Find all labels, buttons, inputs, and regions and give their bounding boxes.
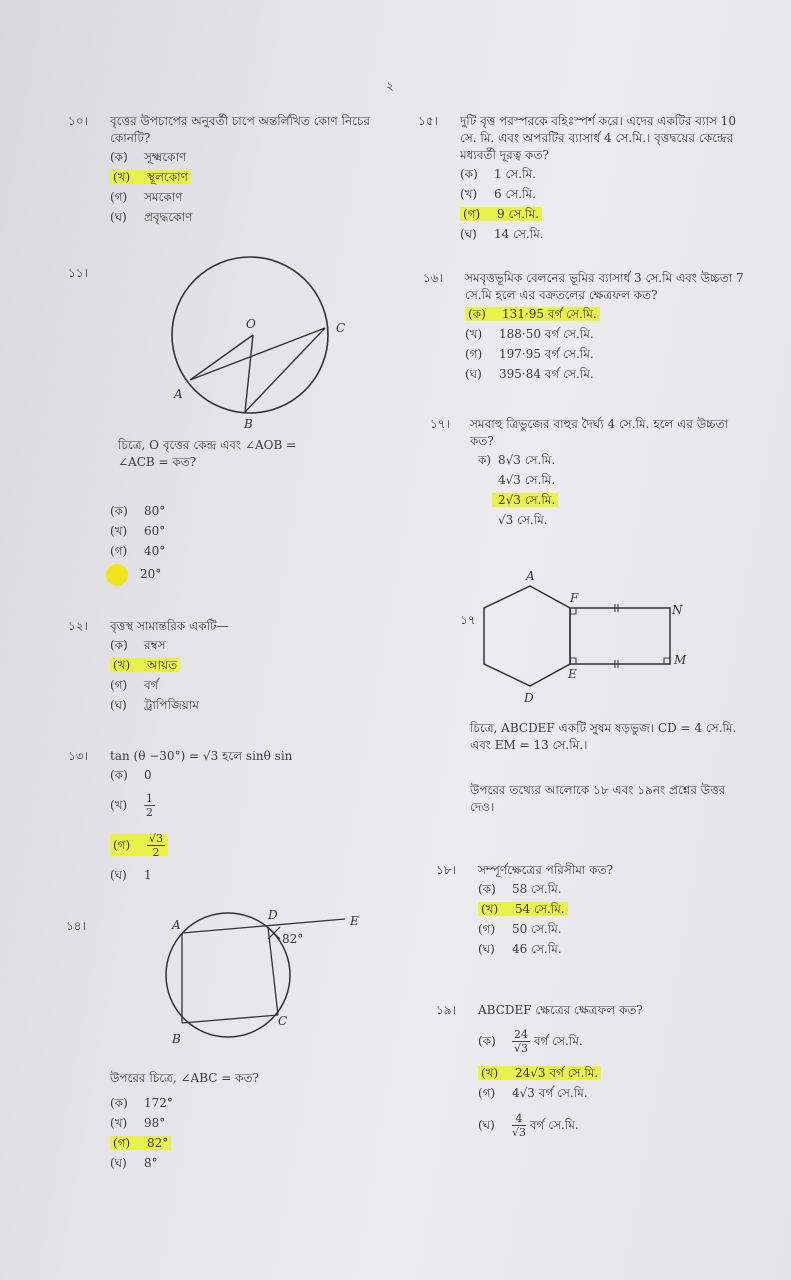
question-number: ১৬। — [423, 271, 443, 285]
question-text-2: ∠ACB = কত? — [118, 455, 197, 469]
option[interactable]: (ঘ) 14 সে.মি. — [460, 227, 544, 241]
option[interactable]: (ক) 1 সে.মি. — [460, 167, 536, 181]
label-E: E — [568, 667, 577, 681]
circle-figure-q11 — [160, 250, 360, 430]
option[interactable]: ক) 8√3 সে.মি. — [478, 453, 556, 467]
question-19 — [436, 1002, 643, 1147]
option-correct[interactable]: 2√3 সে.মি. — [478, 490, 740, 510]
label-A: A — [174, 387, 183, 401]
question-text: ABCDEF ক্ষেত্রের ক্ষেত্রফল কত? — [478, 1003, 643, 1017]
label-A: A — [172, 918, 181, 932]
option[interactable]: (ঘ) 1 — [110, 868, 152, 882]
label-D: D — [268, 908, 278, 922]
label-A: A — [526, 569, 535, 583]
question-17 — [430, 416, 740, 530]
question-number: ১১। — [68, 266, 88, 280]
circle-figure-q14 — [160, 905, 370, 1045]
question-text: উপরের চিত্রে, ∠ABC = কত? — [110, 1071, 259, 1085]
label-B: B — [172, 1032, 181, 1045]
option-correct[interactable]: 20° — [106, 561, 338, 587]
option[interactable]: (ঘ) ট্রাপিজিয়াম — [110, 698, 199, 712]
option[interactable]: (খ) 6 সে.মি. — [460, 187, 536, 201]
option-correct[interactable]: (ক) 131·95 বর্গ সে.মি. — [465, 304, 750, 324]
question-text: বৃত্তের উপচাপের অনুবর্তী চাপে অন্তর্লিখিত কোণ নিচের কোনটি? — [110, 114, 371, 145]
question-text: চিত্রে, O বৃত্তের কেন্দ্র এবং ∠AOB = — [118, 438, 297, 452]
question-text: সমবাহু ত্রিভুজের বাহুর দৈর্ঘ্য 4 সে.মি. হলে এর উচ্চতা কত? — [470, 417, 729, 448]
label-C: C — [336, 321, 346, 335]
label-C: C — [278, 1014, 288, 1028]
question-11 — [110, 437, 338, 587]
option[interactable]: (ক) 80° — [110, 504, 166, 518]
option[interactable]: (খ) 98° — [110, 1116, 166, 1130]
label-E: E — [350, 914, 359, 928]
question-15 — [418, 113, 750, 244]
page-number: ২ — [386, 79, 394, 93]
fraction: $\frac{24}{√3}$ — [513, 1028, 528, 1055]
hexagon-figure — [470, 568, 720, 708]
option[interactable]: (গ) 50 সে.মি. — [478, 922, 562, 936]
question-number: ১২। — [68, 619, 88, 633]
question-number: ১৫। — [418, 114, 438, 128]
question-12 — [68, 618, 229, 715]
option-correct[interactable]: (খ) 24√3 বর্গ সে.মি. — [478, 1063, 643, 1083]
option[interactable]: (ঘ) 395·84 বর্গ সে.মি. — [465, 367, 594, 381]
question-number: ১৪। — [66, 919, 86, 933]
label-F: F — [570, 591, 579, 605]
question-text: সম্পূর্ণক্ষেত্রের পরিসীমা কত? — [478, 863, 614, 877]
label-D: D — [524, 691, 534, 705]
option[interactable]: (খ) 60° — [110, 524, 166, 538]
option[interactable]: (ক) সূক্ষ্মকোণ — [110, 150, 187, 164]
option[interactable]: √3 সে.মি. — [498, 513, 548, 527]
stem-instruction: উপরের তথ্যের আলোকে ১৮ এবং ১৯নং প্রশ্নের উত্তর দেও। — [470, 783, 726, 814]
option-correct[interactable]: (গ) 9 সে.মি. — [460, 204, 750, 224]
question-number: ১০। — [68, 114, 88, 128]
option[interactable]: (গ) সমকোণ — [110, 190, 183, 204]
option[interactable]: (গ) 4√3 বর্গ সে.মি. — [478, 1086, 588, 1100]
highlight-dot — [106, 564, 128, 586]
option[interactable]: (গ) 197·95 বর্গ সে.মি. — [465, 347, 594, 361]
stem-description: চিত্রে, ABCDEF একটি সুষম ষড়ভুজ। CD = 4 সে.মি. এবং EM = 13 সে.মি.। — [470, 721, 737, 752]
question-number: ১৭। — [430, 417, 450, 431]
stem-text — [470, 720, 745, 816]
question-14 — [110, 1070, 259, 1173]
option[interactable]: (ক) $\frac{24}{√3}$ বর্গ সে.মি. — [478, 1028, 583, 1055]
option-correct[interactable]: (খ) স্থূলকোণ — [110, 167, 380, 187]
option[interactable]: (ক) 58 সে.মি. — [478, 882, 562, 896]
option[interactable]: (ঘ) প্রবৃদ্ধকোণ — [110, 210, 193, 224]
question-text: tan (θ −30°) = √3 হলে sinθ sin — [110, 749, 293, 763]
question-number: ১৯। — [436, 1003, 456, 1017]
option-correct[interactable]: (খ) আয়ত — [110, 655, 229, 675]
option[interactable]: (ঘ) $\frac{4}{√3}$ বর্গ সে.মি. — [478, 1112, 579, 1139]
angle-label: 82° — [282, 932, 304, 946]
question-text: দুটি বৃত্ত পরস্পরকে বহিঃস্পর্শ করে। এদের একটির ব্যাস 10 সে. মি. এবং অপরটির ব্যাসার্ধ 4 সে.মি.। বৃত্তদ্বয়ের কেন্দ্রের মধ্যবর্তী দূরত্ব কত? — [460, 114, 736, 162]
question-text: বৃত্তস্থ সামান্তরিক একটি— — [110, 619, 229, 633]
option-correct[interactable]: (গ) $\frac{√3}{2}$ — [110, 825, 292, 865]
option[interactable]: (গ) 40° — [110, 544, 166, 558]
stem-number: ১৭ — [460, 613, 476, 627]
option[interactable]: (ক) রম্বস — [110, 638, 166, 652]
fraction: $\frac{1}{2}$ — [146, 792, 153, 819]
label-O: O — [246, 317, 256, 331]
option[interactable]: (খ) $\frac{1}{2}$ — [110, 792, 153, 819]
label-B: B — [244, 417, 253, 430]
question-18 — [436, 862, 614, 959]
label-M: M — [674, 653, 687, 667]
option-correct[interactable]: (খ) 54 সে.মি. — [478, 899, 613, 919]
question-number: ১৮। — [436, 863, 456, 877]
option-correct[interactable]: (গ) 82° — [110, 1133, 259, 1153]
option[interactable]: (ক) 172° — [110, 1096, 173, 1110]
label-N: N — [672, 603, 683, 617]
question-13 — [68, 748, 293, 885]
option[interactable]: 4√3 সে.মি. — [498, 473, 556, 487]
question-10 — [68, 113, 380, 227]
question-number: ১৩। — [68, 749, 88, 763]
option[interactable]: (ক) 0 — [110, 768, 152, 782]
question-text: সমবৃত্তভূমিক বেলনের ভূমির ব্যাসার্ধ 3 সে.মি এবং উচ্চতা 7 সে.মি হলে এর বক্রতলের ক্ষেত্রফল কত? — [465, 271, 744, 302]
option[interactable]: (ঘ) 8° — [110, 1156, 158, 1170]
question-16 — [423, 270, 750, 384]
option[interactable]: (গ) বর্গ — [110, 678, 159, 692]
fraction: $\frac{4}{√3}$ — [512, 1112, 527, 1139]
fraction: $\frac{√3}{2}$ — [149, 832, 164, 859]
option[interactable]: (ঘ) 46 সে.মি. — [478, 942, 562, 956]
option[interactable]: (খ) 188·50 বর্গ সে.মি. — [465, 327, 594, 341]
